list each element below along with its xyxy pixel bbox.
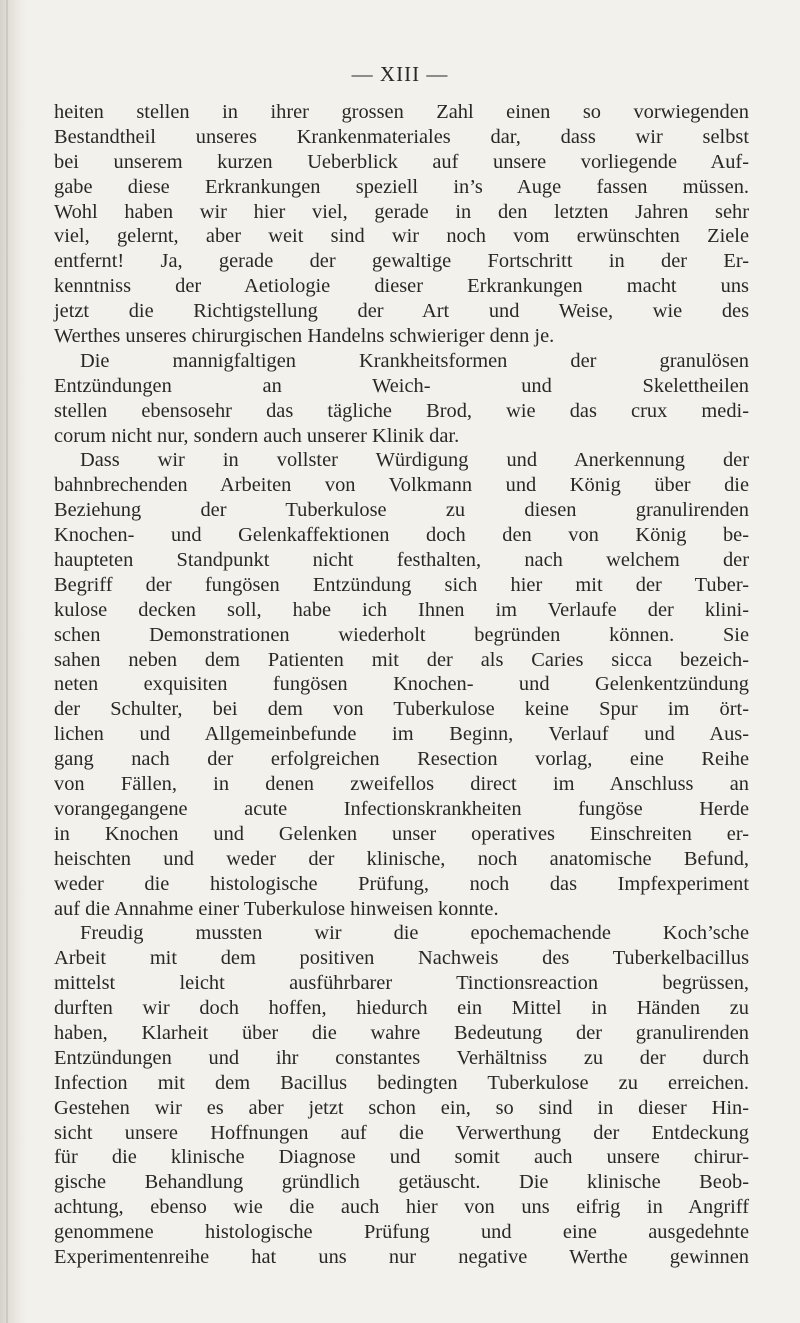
text-line: mittelst leicht ausführbarer Tinctionsreaction begrüssen, [54,972,749,995]
paragraph-1 [54,100,749,349]
text-line: auf die Annahme einer Tuberkulose hinweisen konnte. [54,897,499,920]
text-line: vorangegangene acute Infectionskrankheiten fungöse Herde [54,797,749,820]
text-line: weder die histologische Prüfung, noch das Impfexperiment [54,872,749,895]
text-line: Werthes unseres chirurgischen Handelns schwieriger denn je. [54,325,555,348]
text-line: kulose decken soll, habe ich Ihnen im Verlaufe der klini- [54,598,749,621]
text-line: Die mannigfaltigen Krankheitsformen der granulösen [80,349,749,372]
text-line: genommene histologische Prüfung und eine ausgedehnte [54,1221,749,1244]
paragraph-2 [54,349,749,449]
text-line: haben, Klarheit über die wahre Bedeutung der granulirenden [54,1021,749,1044]
text-line: sahen neben dem Patienten mit der als Caries sicca bezeich- [54,648,749,671]
text-line: gische Behandlung gründlich getäuscht. Die klinische Beob- [54,1171,749,1194]
text-line: der Schulter, bei dem von Tuberkulose keine Spur im ört- [54,698,749,721]
text-line: durften wir doch hoffen, hiedurch ein Mittel in Händen zu [54,997,749,1020]
text-line: sicht unsere Hoffnungen auf die Verwerthung der Entdeckung [54,1121,749,1144]
text-line: neten exquisiten fungösen Knochen- und Gelenkentzündung [54,673,749,696]
text-line: Infection mit dem Bacillus bedingten Tuberkulose zu erreichen. [54,1071,749,1094]
text-line: gabe diese Erkrankungen speziell in’s Auge fassen müssen. [54,175,749,198]
text-line: Freudig mussten wir die epochemachende Koch’sche [80,922,749,945]
page-binding-edge [0,0,26,1323]
text-line: Bestandtheil unseres Krankenmateriales dar, dass wir selbst [54,125,749,148]
page-number: — XIII — [351,62,449,86]
text-line: Knochen- und Gelenkaffektionen doch den von König be- [54,524,749,547]
text-line: stellen ebensosehr das tägliche Brod, wie das crux medi- [54,399,749,422]
text-line: jetzt die Richtigstellung der Art und Weise, wie des [54,300,749,323]
text-line: corum nicht nur, sondern auch unserer Klinik dar. [54,424,460,447]
text-line: Arbeit mit dem positiven Nachweis des Tuberkelbacillus [54,947,749,970]
text-line: von Fällen, in denen zweifellos direct im Anschluss an [54,773,749,796]
text-line: bahnbrechenden Arbeiten von Volkmann und König über die [54,474,749,497]
text-line: Dass wir in vollster Würdigung und Anerkennung der [80,449,749,472]
text-body [54,100,749,1270]
text-line: Gestehen wir es aber jetzt schon ein, so sind in dieser Hin- [54,1096,749,1119]
paragraph-4 [54,921,749,1269]
text-line: Beziehung der Tuberkulose zu diesen granulirenden [54,499,749,522]
text-line: viel, gelernt, aber weit sind wir noch vom erwünschten Ziele [54,225,749,248]
page-binding-line [6,0,8,1323]
text-line: lichen und Allgemeinbefunde im Beginn, Verlauf und Aus- [54,723,749,746]
text-line: für die klinische Diagnose und somit auch unsere chirur- [54,1146,749,1169]
text-line: Wohl haben wir hier viel, gerade in den letzten Jahren sehr [54,200,749,223]
text-line: heiten stellen in ihrer grossen Zahl einen so vorwiegenden [54,101,749,123]
text-line: schen Demonstrationen wiederholt begründen können. Sie [54,623,749,646]
text-line: Entzündungen und ihr constantes Verhältniss zu der durch [54,1046,749,1069]
text-line: heischten und weder der klinische, noch anatomische Befund, [54,847,749,870]
text-line: kenntniss der Aetiologie dieser Erkrankungen macht uns [54,275,749,298]
text-line: gang nach der erfolgreichen Resection vorlag, eine Reihe [54,748,749,771]
text-line: Entzündungen an Weich- und Skelettheilen [54,374,749,397]
text-line: achtung, ebenso wie die auch hier von uns eifrig in Angriff [54,1196,749,1219]
text-line: Begriff der fungösen Entzündung sich hier mit der Tuber- [54,573,749,596]
paragraph-3 [54,448,749,921]
text-line: bei unserem kurzen Ueberblick auf unsere vorliegende Auf- [54,150,749,173]
text-line: haupteten Standpunkt nicht festhalten, nach welchem der [54,549,749,572]
text-line: entfernt! Ja, gerade der gewaltige Fortschritt in der Er- [54,250,749,273]
text-line: Experimentenreihe hat uns nur negative Werthe gewinnen [54,1245,749,1268]
text-line: in Knochen und Gelenken unser operatives Einschreiten er- [54,822,749,845]
